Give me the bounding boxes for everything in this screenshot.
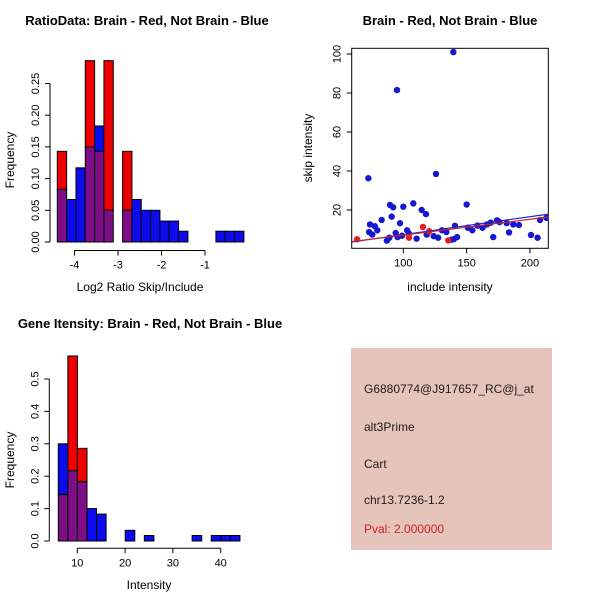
svg-text:10: 10 — [71, 557, 84, 570]
svg-text:40: 40 — [331, 164, 344, 178]
svg-text:0.15: 0.15 — [30, 136, 42, 158]
scatter-ylabel: skip intensity — [301, 113, 315, 183]
splice-type: alt3Prime — [364, 420, 415, 434]
svg-text:20: 20 — [118, 557, 132, 570]
svg-text:0.0: 0.0 — [29, 533, 42, 549]
gene-hist-plot — [29, 356, 240, 569]
svg-text:0.2: 0.2 — [29, 468, 42, 484]
svg-text:150: 150 — [457, 257, 476, 270]
svg-text:0.1: 0.1 — [29, 500, 42, 517]
ratio-hist-ylabel: Frequency — [3, 131, 17, 189]
ratio-hist-plot — [30, 61, 244, 272]
gene-hist-svg — [0, 300, 300, 600]
panel-skip-include-scatter — [300, 0, 600, 300]
pval-text: Pval: 2.000000 — [364, 522, 445, 536]
panel-ratio-histogram — [0, 0, 300, 300]
svg-text:-4: -4 — [69, 259, 80, 272]
svg-text:0.20: 0.20 — [30, 104, 42, 126]
scatter-title: Brain - Red, Not Brain - Blue — [362, 13, 538, 28]
scatter-xlabel: include intensity — [407, 280, 493, 294]
svg-text:0.00: 0.00 — [30, 231, 42, 253]
ratio-hist-svg — [0, 0, 300, 300]
svg-text:-3: -3 — [113, 259, 123, 272]
panel-info — [300, 300, 600, 600]
panel-gene-intensity-histogram — [0, 300, 300, 600]
svg-text:80: 80 — [331, 86, 344, 100]
probe-set-id: G6880774@J917657_RC@j_at — [364, 382, 534, 396]
svg-text:0.10: 0.10 — [30, 167, 42, 190]
svg-text:-1: -1 — [200, 259, 210, 272]
gene-hist-xlabel: Intensity — [126, 578, 172, 592]
svg-text:100: 100 — [331, 44, 344, 64]
svg-text:-2: -2 — [156, 259, 167, 272]
svg-text:0.25: 0.25 — [30, 72, 42, 95]
gene-hist-title: Gene Itensity: Brain - Red, Not Brain - Blue — [17, 316, 283, 331]
svg-text:40: 40 — [214, 557, 227, 570]
svg-text:0.4: 0.4 — [29, 403, 42, 420]
scatter-plot — [332, 45, 550, 269]
svg-text:20: 20 — [331, 203, 344, 217]
svg-text:60: 60 — [331, 125, 344, 139]
svg-text:0.5: 0.5 — [29, 371, 42, 387]
svg-text:200: 200 — [520, 257, 540, 270]
scatter-svg — [300, 0, 600, 300]
svg-text:0.05: 0.05 — [30, 199, 42, 222]
ratio-hist-title: RatioData: Brain - Red, Not Brain - Blue — [25, 13, 269, 28]
gene-symbol: Cart — [364, 457, 387, 471]
gene-hist-ylabel: Frequency — [3, 431, 17, 489]
svg-text:30: 30 — [166, 557, 180, 570]
chromosome-location: chr13.7236-1.2 — [364, 493, 445, 507]
svg-text:100: 100 — [394, 257, 413, 270]
svg-text:0.3: 0.3 — [29, 436, 42, 452]
gene-info-box — [351, 348, 552, 550]
ratio-hist-xlabel: Log2 Ratio Skip/Include — [76, 280, 204, 294]
